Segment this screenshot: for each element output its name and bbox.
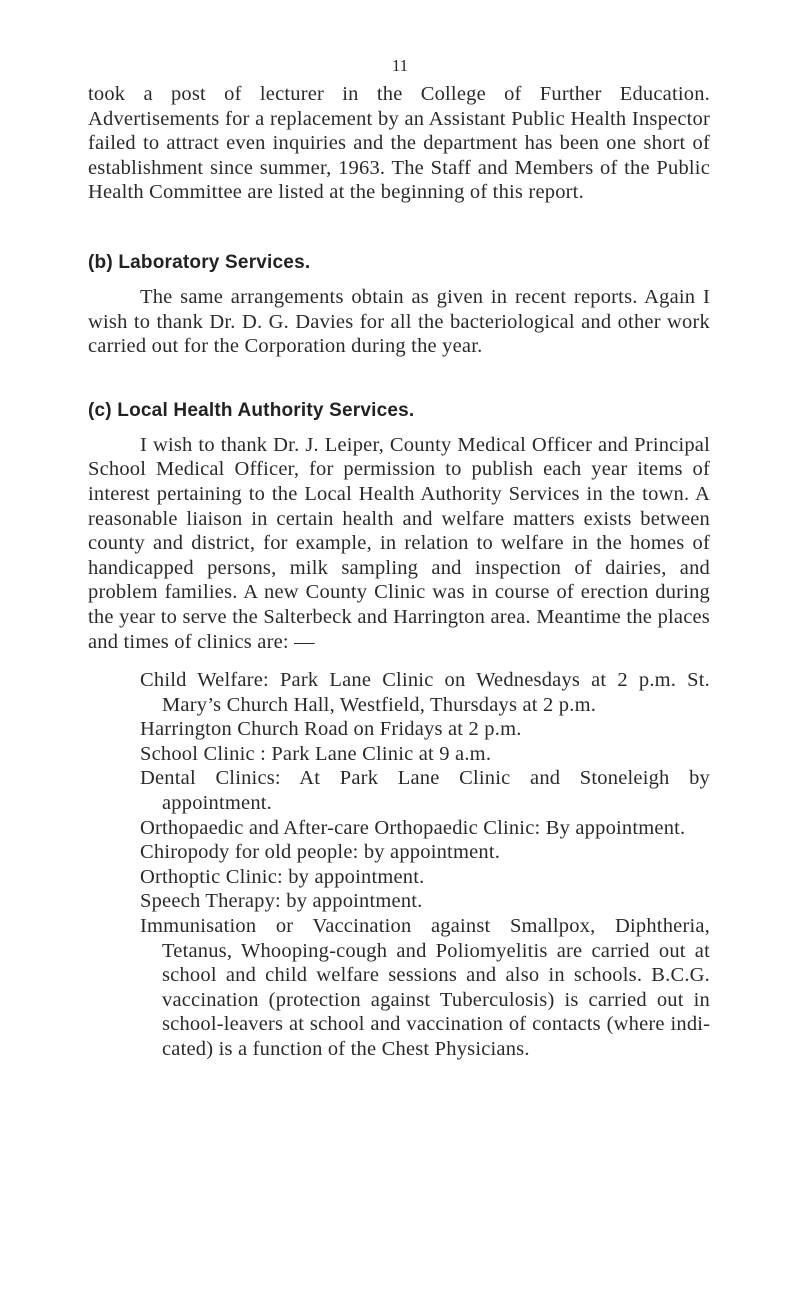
clinic-item-harrington: Harrington Church Road on Fridays at 2 p.m. [140,718,522,741]
page-number: 11 [391,56,409,75]
clinic-list [140,668,710,1062]
clinic-item-chiropody: Chiropody for old people: by appointment. [140,841,501,864]
clinic-item-dental: Dental Clinics: At Park Lane Clinic and Stoneleigh by appointment. [140,767,710,815]
local-health-services-paragraph: I wish to thank Dr. J. Leiper, County Medical Officer and Principal School Medical Officer, for permission to publish each year items of interest pertaining to the Local Health Authority Services in the town. A reasonable liaison in certain health and welfare matters exists between county and district, for example, in relation to welfare in the homes of handicapped persons, milk sampling and inspection of dairies, and problem families. A new County Clinic was in course of erection during the year to serve the Salterbeck and Harrington area. Meantime the places and times of clinics are: — [88,433,710,653]
laboratory-services-heading: (b) Laboratory Services. [88,251,311,273]
clinic-item-speech-therapy: Speech Therapy: by appointment. [140,890,423,913]
page-content [88,82,710,1062]
clinic-item-orthoptic: Orthoptic Clinic: by appointment. [140,865,425,888]
clinic-item-child-welfare: Child Welfare: Park Lane Clinic on Wednesdays at 2 p.m. St. Mary’s Church Hall, Westfield, Thursdays at 2 p.m. [140,669,710,716]
local-health-services-heading: (c) Local Health Authority Services. [88,399,415,421]
clinic-item-school: School Clinic : Park Lane Clinic at 9 a.m. [140,742,492,765]
laboratory-services-paragraph: The same arrangements obtain as given in recent reports. Again I wish to thank Dr. D. G. Davies for all the bacteriological and other work carried out for the Corporation during the year. [88,285,710,358]
clinic-item-immunisation: Immunisation or Vaccination against Smallpox, Diphtheria, Tetanus, Whooping-cough and Poliomyelitis are carried out at school and child welfare sessions and also in schools. B.C.G. vaccination (protection against Tuberculosis) is carried out in school-leavers at school and vaccination of contacts (where indicated) is a function of the Chest Physicians. [140,915,710,1060]
clinic-item-orthopaedic: Orthopaedic and After-care Orthopaedic Clinic: By appointment. [140,816,686,839]
intro-paragraph: took a post of lecturer in the College of Further Education. Advertisements for a replacement by an Assistant Public Health Inspector failed to attract even inquiries and the department has been one short of establishment since summer, 1963. The Staff and Members of the Public Health Committee are listed at the beginning of this report. [88,83,710,204]
